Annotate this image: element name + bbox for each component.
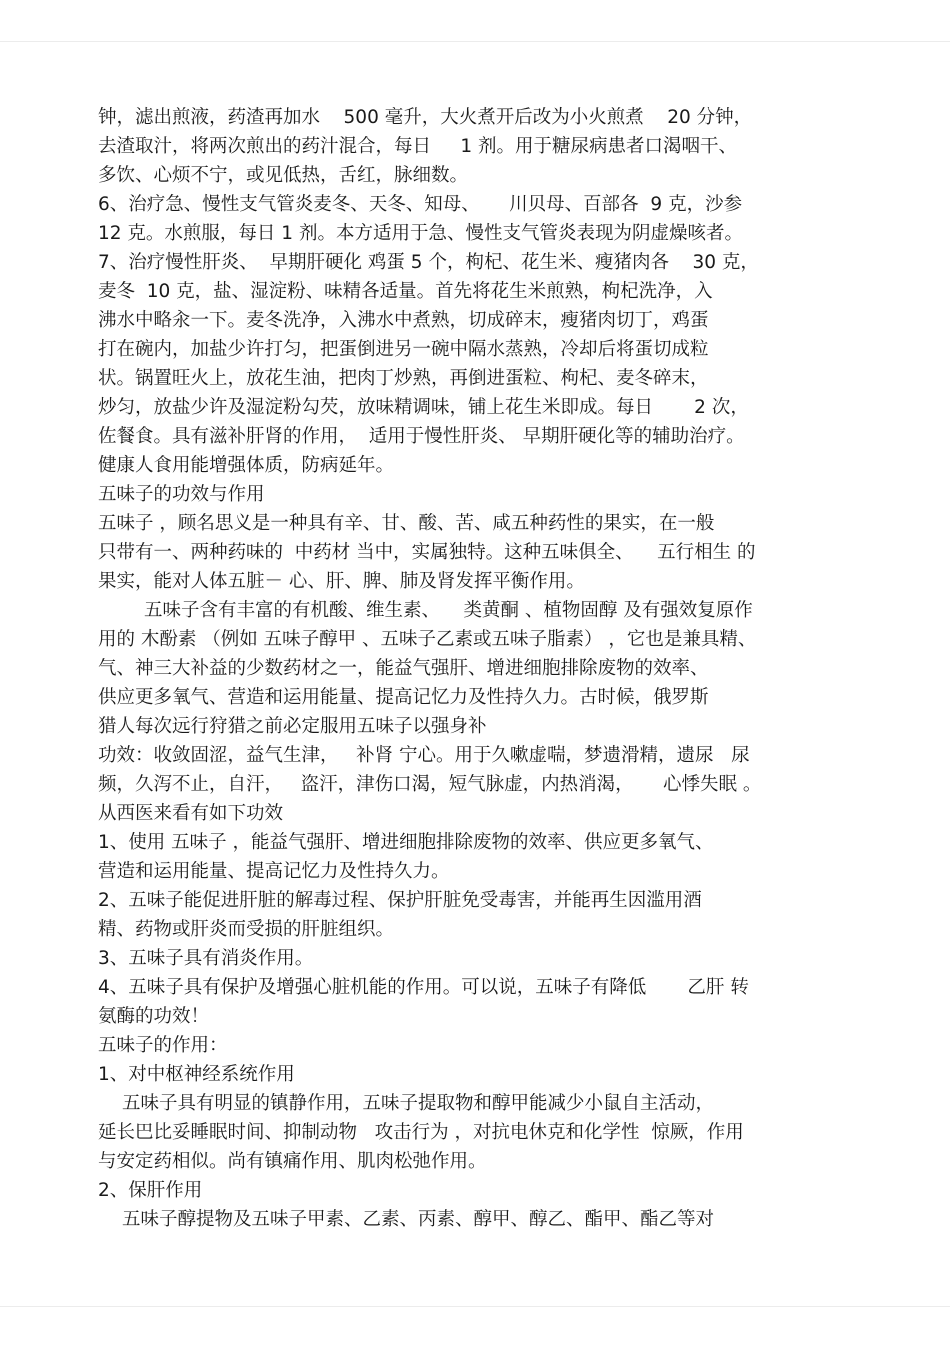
text-line: 五味子 ，顾名思义是一种具有辛、甘、酸、苦、咸五种药性的果实，在一般 (98, 513, 715, 534)
text-line: 五味子醇提物及五味子甲素、乙素、丙素、醇甲、醇乙、酯甲、酯乙等对 (122, 1209, 715, 1230)
text-line: 供应更多氧气、营造和运用能量、提高记忆力及性持久力。古时候，俄罗斯 (98, 687, 709, 708)
text-line: 功效：收敛固涩，益气生津， 补肾 宁心。用于久嗽虚喘，梦遗滑精，遗尿 尿 (98, 745, 750, 766)
text-line: 延长巴比妥睡眠时间、抑制动物 攻击行为 ，对抗电休克和化学性 惊厥，作用 (98, 1122, 744, 1143)
text-line: 猎人每次远行狩猎之前必定服用五味子以强身补 (98, 716, 487, 737)
text-line: 3、五味子具有消炎作用。 (98, 948, 314, 969)
text-line: 2、保肝作用 (98, 1180, 203, 1201)
text-line: 与安定药相似。尚有镇痛作用、肌肉松弛作用。 (98, 1151, 487, 1172)
text-line: 6、治疗急、慢性支气管炎麦冬、天冬、知母、 川贝母、百部各 9 克，沙参 (98, 194, 743, 215)
text-line: 12 克。水煎服，每日 1 剂。本方适用于急、慢性支气管炎表现为阴虚燥咳者。 (98, 223, 743, 244)
text-line: 佐餐食。具有滋补肝肾的作用， 适用于慢性肝炎、 早期肝硬化等的辅助治疗。 (98, 426, 745, 447)
text-line: 健康人食用能增强体质，防病延年。 (98, 455, 395, 476)
text-line: 多饮、心烦不宁，或见低热，舌红，脉细数。 (98, 165, 469, 186)
page-bottom-border (0, 1306, 950, 1307)
page-top-border (0, 41, 950, 42)
section-heading: 五味子的功效与作用 (98, 484, 265, 505)
text-line: 1、使用 五味子 ，能益气强肝、增进细胞排除废物的效率、供应更多氧气、 (98, 832, 714, 853)
text-line: 用的 木酚素 （例如 五味子醇甲 、五味子乙素或五味子脂素） ，它也是兼具精、 (98, 629, 757, 650)
text-line: 营造和运用能量、提高记忆力及性持久力。 (98, 861, 450, 882)
text-line: 五味子的作用： (98, 1035, 228, 1056)
text-line: 炒匀，放盐少许及湿淀粉勾芡，放味精调味，铺上花生米即成。每日 2 次， (98, 397, 749, 418)
text-line: 1、对中枢神经系统作用 (98, 1064, 295, 1085)
text-line: 五味子具有明显的镇静作用，五味子提取物和醇甲能减少小鼠自主活动， (122, 1093, 715, 1114)
text-line: 2、五味子能促进肝脏的解毒过程、保护肝脏免受毒害，并能再生因滥用酒 (98, 890, 702, 911)
text-line: 五味子含有丰富的有机酸、维生素、 类黄酮 、植物固醇 及有强效复原作 (144, 600, 753, 621)
text-line: 从西医来看有如下功效 (98, 803, 284, 824)
text-line: 去渣取汁，将两次煎出的药汁混合，每日 1 剂。用于糖尿病患者口渴咽干、 (98, 136, 738, 157)
text-line: 麦冬 10 克，盐、湿淀粉、味精各适量。首先将花生米煎熟，枸杞洗净，入 (98, 281, 713, 302)
text-line: 只带有一、两种药味的 中药材 当中，实属独特。这种五味俱全、 五行相生 的 (98, 542, 756, 563)
text-line: 果实，能对人体五脏－ 心、肝、脾、肺及肾发挥平衡作用。 (98, 571, 585, 592)
text-line: 氨酶的功效！ (98, 1006, 210, 1027)
text-line: 状。锅置旺火上，放花生油，把肉丁炒熟，再倒进蛋粒、枸杞、麦冬碎末， (98, 368, 709, 389)
text-line: 4、五味子具有保护及增强心脏机能的作用。可以说，五味子有降低 乙肝 转 (98, 977, 749, 998)
text-line: 打在碗内，加盐少许打匀，把蛋倒进另一碗中隔水蒸熟，冷却后将蛋切成粒 (98, 339, 709, 360)
text-line: 精、药物或肝炎而受损的肝脏组织。 (98, 919, 395, 940)
text-line: 气、神三大补益的少数药材之一，能益气强肝、增进细胞排除废物的效率、 (98, 658, 709, 679)
text-line: 频，久泻不止，自汗， 盗汗，津伤口渴，短气脉虚，内热消渴， 心悸失眠 。 (98, 774, 762, 795)
document-body (98, 103, 838, 1234)
text-line: 沸水中略汆一下。麦冬洗净，入沸水中煮熟，切成碎末，瘦猪肉切丁，鸡蛋 (98, 310, 709, 331)
text-line: 7、治疗慢性肝炎、 早期肝硬化 鸡蛋 5 个，枸杞、花生米、瘦猪肉各 30 克， (98, 252, 759, 273)
text-line: 钟，滤出煎液，药渣再加水 500 毫升，大火煮开后改为小火煎煮 20 分钟， (98, 107, 753, 128)
